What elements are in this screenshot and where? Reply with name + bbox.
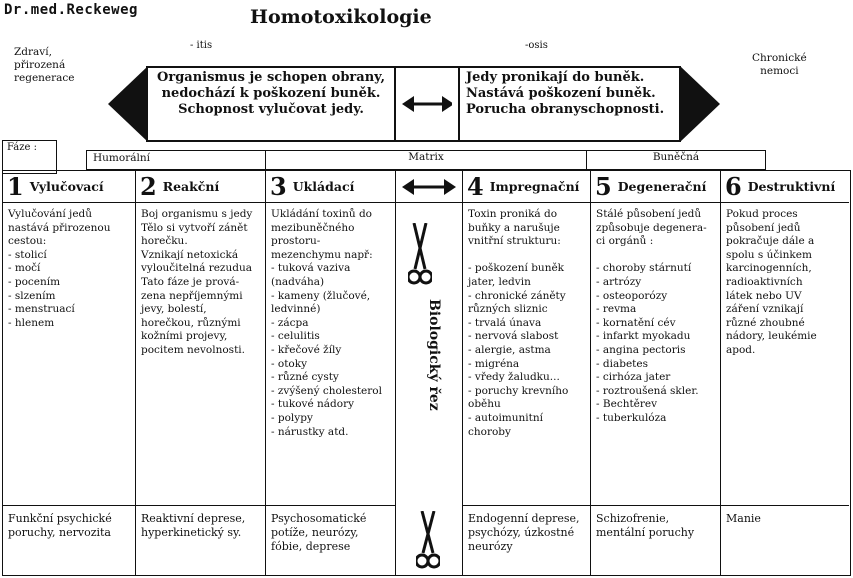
list-item: - nárustky atd. (271, 425, 349, 438)
list-item: - pocením (8, 275, 61, 288)
list-item: záření vznikají (726, 303, 804, 316)
list-item: - zvýšený cholesterol (271, 384, 382, 397)
list-item: prostoru- (271, 235, 321, 248)
phase-number: 5 (595, 171, 612, 201)
phase-column-1 (3, 171, 136, 575)
list-item: mezenchymu např: (271, 248, 373, 261)
list-item: vyloučitelná rezudua (141, 262, 252, 275)
list-item: ledvinné) (271, 303, 321, 316)
list-item: - autoimunitní (468, 411, 543, 424)
biological-cut-label: Biologický řez (426, 299, 442, 411)
list-item: - cirhóza jater (596, 371, 671, 384)
list-item: - celulitis (271, 330, 320, 343)
list-item: Pokud proces (726, 208, 798, 220)
double-arrow-icon (396, 68, 460, 140)
list-item: - revma (596, 303, 637, 316)
phase-body (3, 204, 135, 334)
osis-label: -osis (525, 40, 548, 51)
phase-footer (721, 505, 849, 577)
author-label: Dr.med.Reckeweg (4, 2, 138, 18)
list-item: kožními projevy, (141, 330, 228, 343)
phase-number: 6 (725, 171, 742, 201)
list-item: - tuková vaziva (271, 262, 351, 275)
list-item: - infarkt myokadu (596, 330, 691, 343)
phase-column-5 (591, 171, 721, 575)
left-label: Zdraví, přirozená regenerace (14, 46, 75, 84)
scissors-icon (408, 223, 432, 289)
list-item: - slzením (8, 289, 56, 302)
list-item: - tukové nádory (271, 398, 355, 411)
phase-column-2 (136, 171, 266, 575)
band-matrix: Matrix (265, 150, 587, 170)
list-item: Psychosomatické (271, 512, 367, 525)
list-item: - polypy (271, 411, 313, 424)
list-item: - nervová slabost (468, 330, 559, 343)
list-item: apod. (726, 343, 756, 356)
list-item: (nadváha) (271, 275, 325, 288)
list-item: - zácpa (271, 316, 309, 329)
list-item: Vylučování jedů (8, 208, 93, 220)
list-item: látek nebo UV (726, 289, 802, 302)
phase-number: 4 (467, 171, 484, 201)
list-item: karcinogenních, (726, 262, 812, 275)
phase-column-6 (721, 171, 849, 575)
list-item: způsobuje degenera- (596, 221, 707, 234)
right-label: Chronické nemoci (752, 52, 807, 77)
phase-footer (136, 505, 265, 577)
phase-name: Impregnační (489, 179, 580, 194)
list-item: - choroby stárnutí (596, 262, 692, 275)
list-item: - křečové žíly (271, 343, 342, 356)
list-item: horečku. (141, 235, 188, 248)
band-humoralni: Humorální (86, 150, 266, 170)
list-item: - různé cysty (271, 371, 339, 384)
list-item: fóbie, deprese (271, 540, 351, 553)
list-item: - Bechtěrev (596, 398, 658, 411)
box-right-text: Jedy pronikají do buněk. Nastává poškození buněk. Porucha obranyschopnosti. (466, 70, 665, 117)
phase-footer (591, 505, 720, 577)
list-item: Reaktivní deprese, (141, 512, 246, 525)
phase-body (136, 204, 265, 362)
phase-body (721, 204, 849, 362)
box-left-text: Organismus je schopen obrany, nedochází k poškození buněk. Schopnost vylučovat jedy. (148, 68, 396, 140)
list-item: - osteoporózy (596, 289, 668, 302)
list-item: různé zhoubné (726, 316, 805, 329)
list-item: Funkční psychické (8, 512, 112, 525)
phase-footer (463, 505, 590, 577)
list-item: Tato fáze je prová- (141, 275, 240, 288)
phase-name: Degenerační (617, 179, 707, 194)
list-item: Boj organismu s jedy (141, 208, 253, 220)
list-item: - stolicí (8, 248, 47, 261)
phase-number: 1 (7, 171, 24, 201)
list-item: neurózy (468, 540, 513, 553)
list-item: - poruchy krevního (468, 384, 569, 397)
list-item: - trvalá únava (468, 316, 542, 329)
list-item: buňky a narušuje (468, 221, 560, 234)
list-item: pokračuje dále a (726, 235, 815, 248)
list-item: ci orgánů : (596, 235, 654, 248)
list-item: - močí (8, 262, 41, 275)
list-item: - otoky (271, 357, 308, 370)
list-item: Stálé působení jedů (596, 208, 702, 220)
list-item: - alergie, astma (468, 343, 551, 356)
phase-body (591, 204, 720, 430)
list-item: radioaktivních (726, 275, 803, 288)
faze-label: Fáze : (2, 140, 57, 174)
list-item: - kameny (žlučové, (271, 289, 371, 302)
phase-footer (266, 505, 395, 577)
list-item: oběhu (468, 398, 501, 411)
phase-number: 3 (270, 171, 287, 201)
phase-name: Vylučovací (29, 179, 104, 194)
double-arrow-icon (396, 171, 462, 203)
list-item: nastává přirozenou (8, 221, 111, 234)
right-arrowhead-icon (680, 66, 724, 142)
list-item: poruchy, nervozita (8, 526, 111, 539)
band-bunecna: Buněčná (586, 150, 766, 170)
list-item: pocitem nevolnosti. (141, 343, 245, 356)
list-item: různých sliznic (468, 303, 548, 316)
phase-name: Reakční (162, 179, 220, 194)
phase-number: 2 (140, 171, 157, 201)
phase-footer (3, 505, 135, 577)
list-item: - chronické záněty (468, 289, 566, 302)
phase-column-4 (463, 171, 591, 575)
list-item: mentální poruchy (596, 526, 695, 539)
list-item: - menstruací (8, 303, 75, 316)
list-item: psychózy, úzkostné (468, 526, 575, 539)
list-item: potíže, neurózy, (271, 526, 359, 539)
phase-name: Ukládací (292, 179, 355, 194)
list-item: - hlenem (8, 316, 55, 329)
list-item: Toxin proniká do (468, 208, 558, 220)
list-item: jevy, bolestí, (141, 303, 207, 316)
transition-box (146, 66, 681, 142)
list-item: - angina pectoris (596, 343, 686, 356)
list-item: Ukládání toxinů do (271, 208, 372, 220)
list-item: mezibuněčného (271, 221, 355, 234)
biological-cut-column (396, 171, 463, 575)
list-item: choroby (468, 425, 511, 438)
list-item: - diabetes (596, 357, 648, 370)
list-item: - vředy žaludku... (468, 371, 560, 384)
phase-grid (2, 170, 851, 576)
list-item: Tělo si vytvoří zánět (141, 221, 248, 234)
list-item (468, 249, 585, 263)
phase-body (463, 204, 590, 443)
phase-body (266, 204, 395, 443)
list-item: vnitřní strukturu: (468, 235, 561, 248)
list-item: jater, ledvin (468, 275, 531, 288)
list-item: horečkou, různými (141, 316, 241, 329)
page-title: Homotoxikologie (250, 6, 432, 28)
list-item: působení jedů (726, 221, 801, 234)
scissors-icon (416, 511, 440, 573)
list-item: - roztroušená skler. (596, 384, 699, 397)
list-item: - poškození buněk (468, 262, 565, 275)
list-item: - migréna (468, 357, 520, 370)
list-item: - artrózy (596, 275, 642, 288)
list-item: spolu s účinkem (726, 248, 812, 261)
list-item (596, 249, 715, 263)
left-arrowhead-icon (104, 66, 148, 142)
list-item: - tuberkulóza (596, 411, 667, 424)
itis-label: - itis (190, 40, 213, 51)
list-item: - kornatění cév (596, 316, 676, 329)
list-item: hyperkinetický sy. (141, 526, 242, 539)
phase-name: Destruktivní (747, 179, 836, 194)
list-item: nádory, leukémie (726, 330, 817, 343)
list-item: Schizofrenie, (596, 512, 670, 525)
list-item: Endogenní deprese, (468, 512, 580, 525)
list-item: cestou: (8, 235, 47, 248)
phase-column-3 (266, 171, 396, 575)
list-item: zena nepříjemnými (141, 289, 243, 302)
list-item: Vznikají netoxická (141, 248, 239, 261)
list-item: Manie (726, 512, 761, 525)
